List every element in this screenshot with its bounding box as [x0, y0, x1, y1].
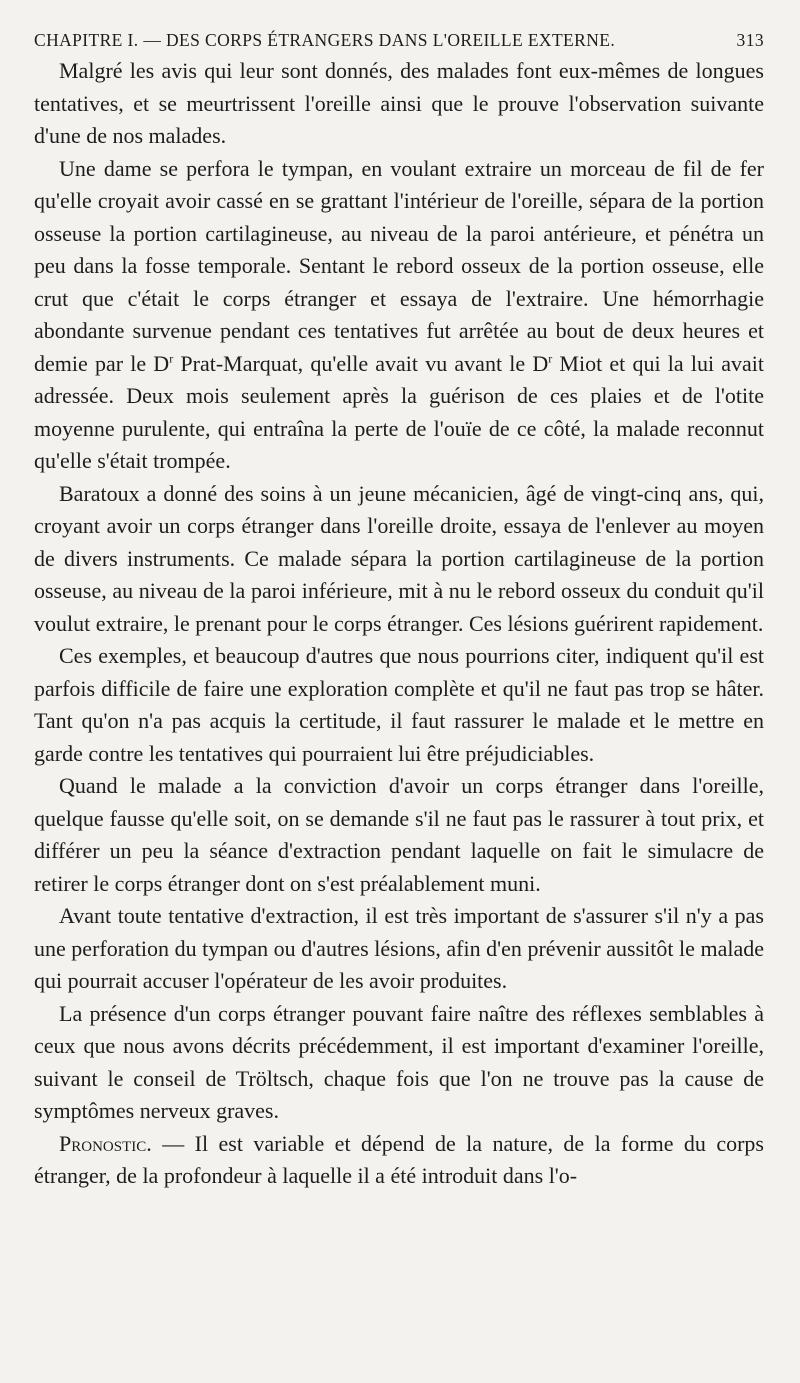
paragraph: La présence d'un corps étranger pouvant faire naître des réflexes semblables à ceux que nous avons décrits précédemment, il est important d'examiner l'oreille, suivant le conseil de Tröltsch, chaque fois que l'on ne trouve pas la cause de symptômes nerveux graves. — [34, 1000, 764, 1123]
paragraph: Ces exemples, et beaucoup d'autres que nous pourrions citer, indiquent qu'il est parfois difficile de faire une exploration complète et qu'il ne faut pas trop se hâter. Tant qu'on n'a pas acquis la certitude, il faut rassurer le malade et le mettre en garde contre les tentatives qui pourraient lui être préjudiciables. — [34, 643, 764, 766]
body-text — [34, 55, 764, 1193]
paragraph: Malgré les avis qui leur sont donnés, des malades font eux-mêmes de longues tentatives, et se meurtrissent l'oreille ainsi que le prouve l'observation suivante d'une de nos malades. — [34, 58, 764, 148]
text-run: Prat-Marquat, qu'elle avait vu avant le D — [173, 350, 549, 376]
superscript: r — [548, 351, 553, 366]
text-run: — Il est variable et dépend de la nature, de la forme du corps étranger, de la profondeur à laquelle il a été introduit dans l'o- — [34, 1130, 764, 1188]
paragraph — [34, 153, 764, 478]
paragraph: Quand le malade a la conviction d'avoir un corps étranger dans l'oreille, quelque fausse qu'elle soit, on se demande s'il ne faut pas le rassurer à tout prix, et différer un peu la séance d'extraction pendant laquelle on fait le simulacre de retirer le corps étranger dont on s'est préalablement muni. — [34, 773, 764, 896]
superscript: r — [169, 351, 174, 366]
paragraph — [34, 1128, 764, 1193]
text-run: Une dame se perfora le tympan, en voulant extraire un morceau de fil de fer qu'elle croyait avoir cassé en se grattant l'intérieur de l'oreille, sépara de la portion osseuse la portion cartilagineuse, au niveau de la paroi antérieure, et pénétra un peu dans la fosse temporale. Sentant le rebord osseux de la portion osseuse, elle crut que c'était le corps étranger et essaya de l'extraire. Une hémorrhagie abondante survenue pendant ces tentatives fut arrêtée au bout de deux heures et demie par le D — [34, 155, 764, 376]
text-run: Miot et qui la lui avait adressée. Deux mois seulement après la guérison de ces plaies et de l'otite moyenne purulente, qui entraîna la perte de l'ouïe de ce côté, la malade reconnut qu'elle s'était trompée. — [34, 350, 765, 473]
page-number: 313 — [736, 30, 764, 50]
section-heading: Pronostic. — [59, 1130, 152, 1156]
running-header — [34, 30, 764, 51]
paragraph: Avant toute tentative d'extraction, il est très important de s'assurer s'il n'y a pas une perforation du tympan ou d'autres lésions, afin d'en prévenir aussitôt le malade qui pourrait accuser l'opérateur de les avoir produites. — [34, 903, 764, 993]
running-title: CHAPITRE I. — DES CORPS ÉTRANGERS DANS L'OREILLE EXTERNE. — [34, 30, 616, 50]
paragraph: Baratoux a donné des soins à un jeune mécanicien, âgé de vingt-cinq ans, qui, croyant avoir un corps étranger dans l'oreille droite, essaya de l'enlever au moyen de divers instruments. Ce malade sépara la portion cartilagineuse de la portion osseuse, au niveau de la paroi inférieure, mit à nu le rebord osseux du conduit qu'il voulut extraire, le prenant pour le corps étranger. Ces lésions guérirent rapidement. — [34, 480, 764, 636]
